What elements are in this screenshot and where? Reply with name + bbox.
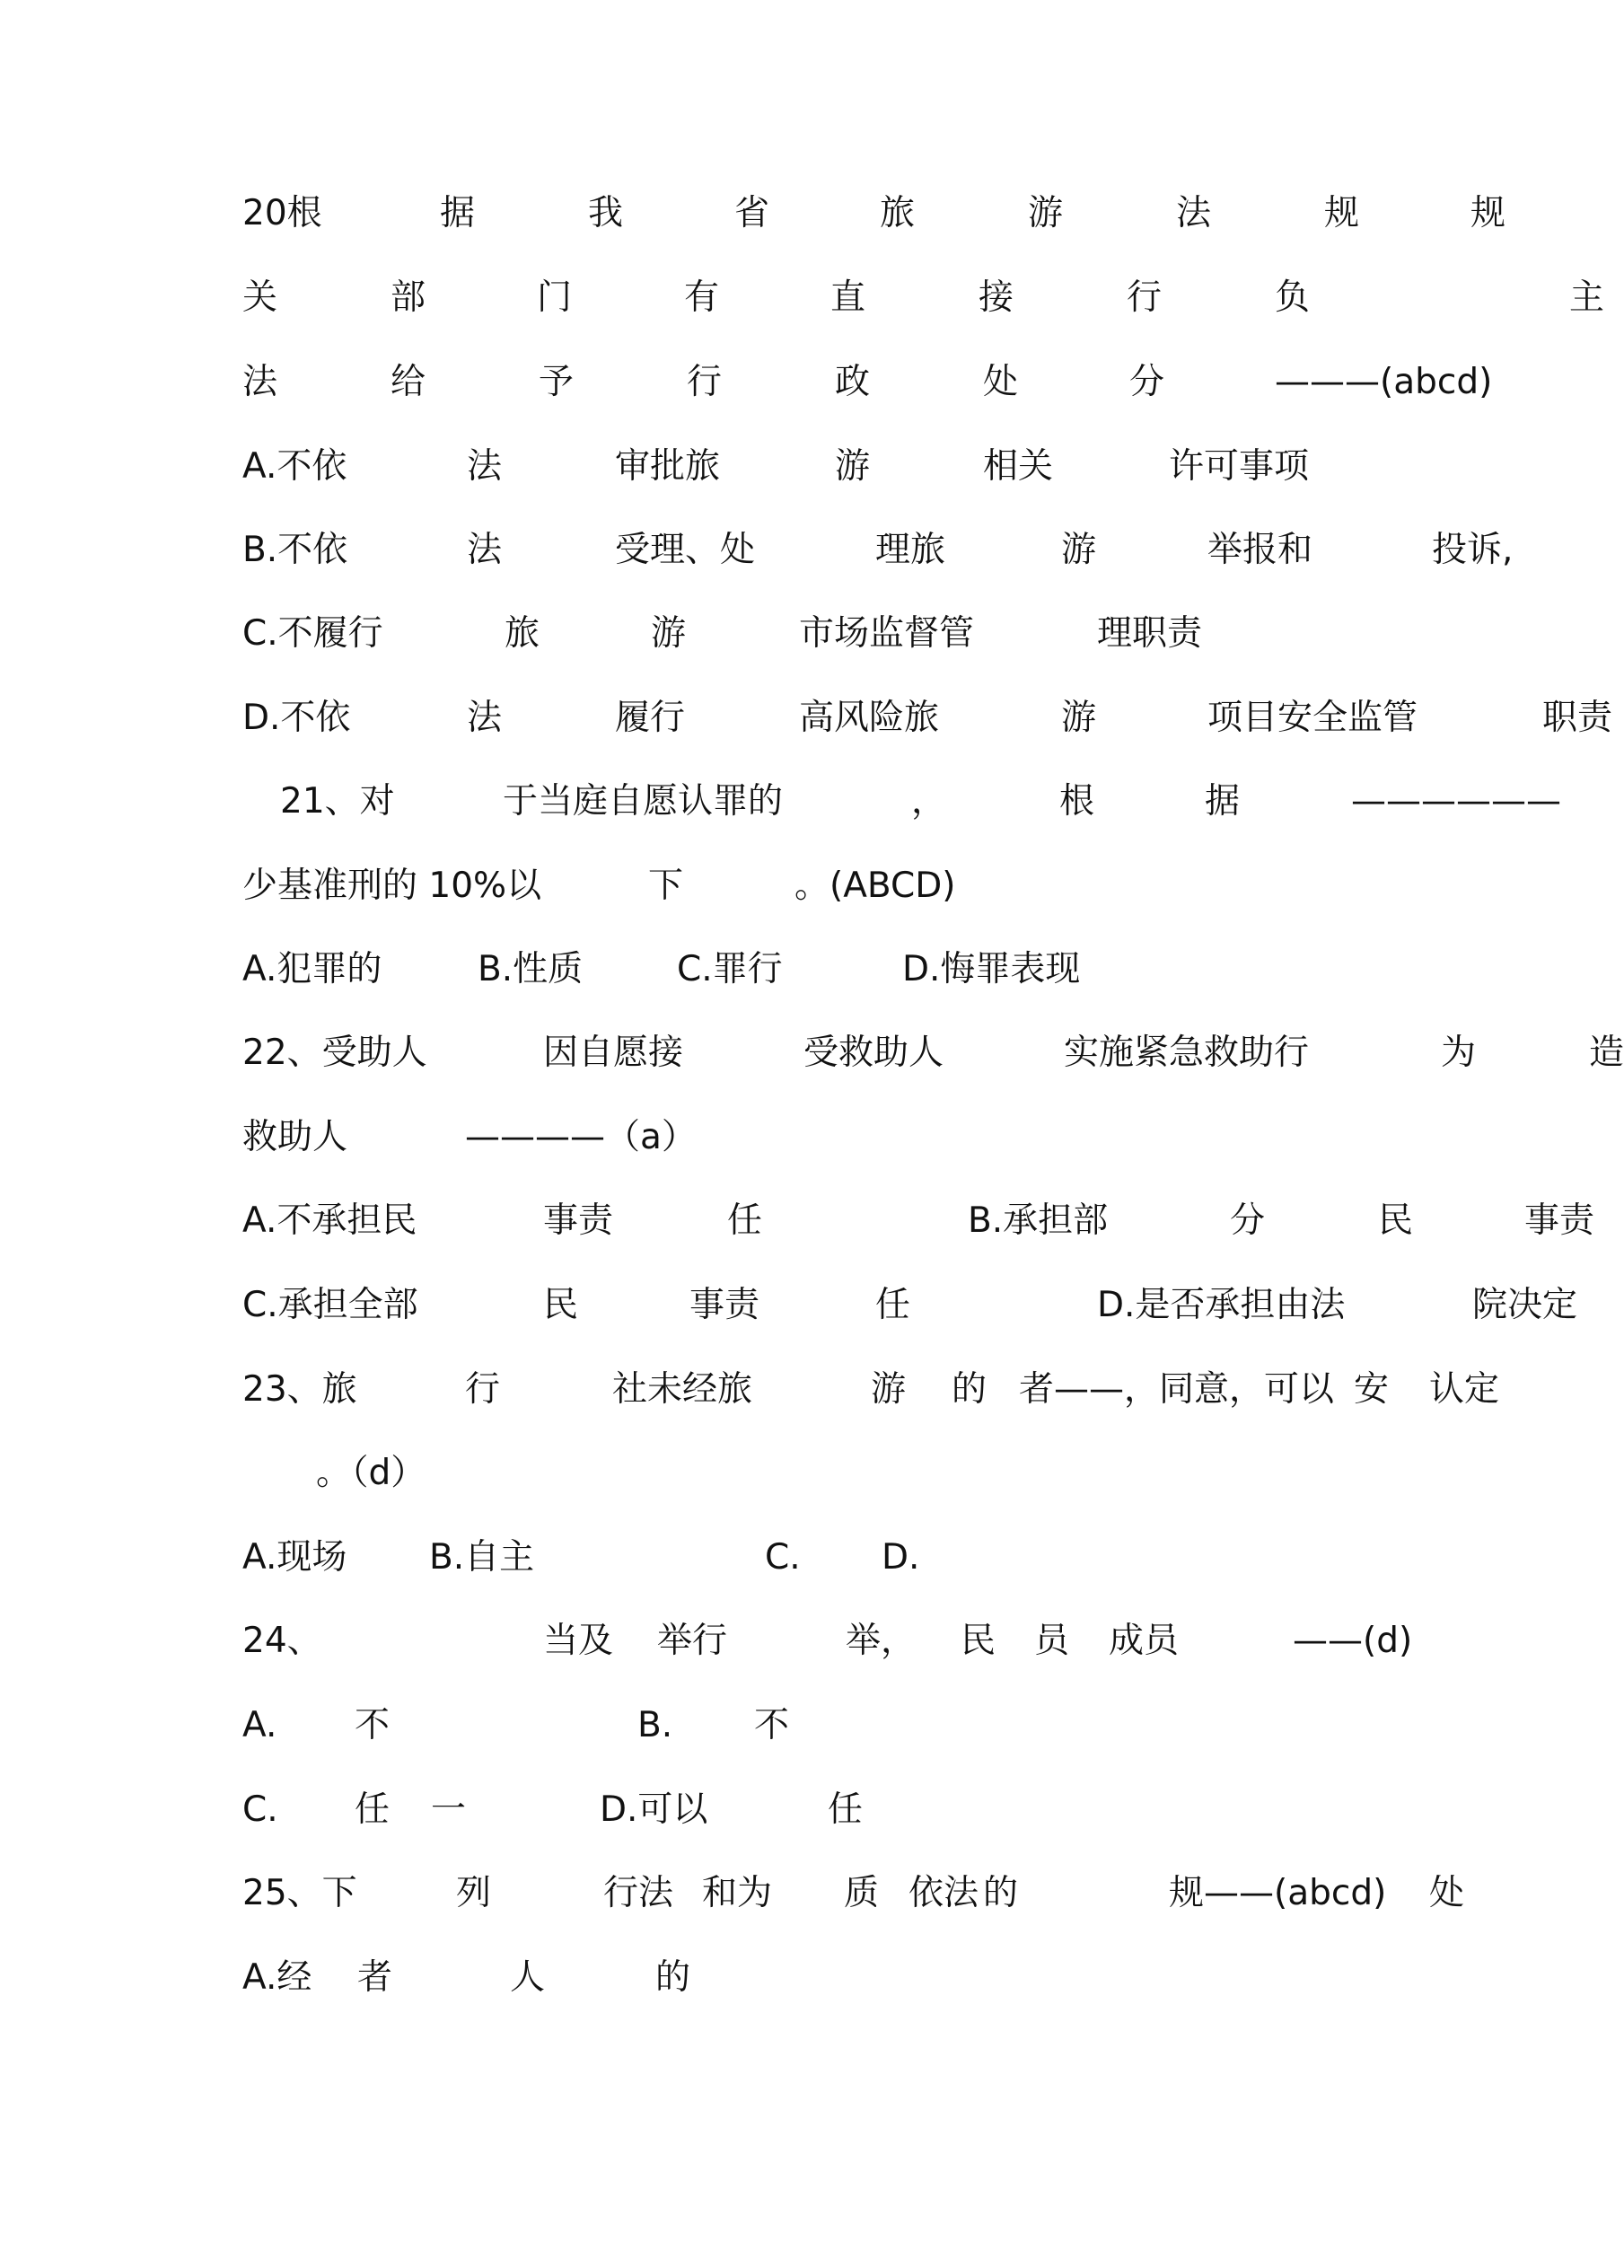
text-segment: B.不依 (242, 530, 348, 570)
text-segment: 理旅 (875, 530, 946, 570)
text-segment: 受救助人 (803, 1033, 944, 1073)
question-25-line-1 (242, 1867, 1603, 1921)
text-segment: 部 (391, 277, 426, 318)
text-segment: 列 (456, 1873, 492, 1913)
text-segment: 人 (510, 1957, 546, 1998)
text-segment: 民 (543, 1285, 579, 1325)
text-segment: 行法 (603, 1873, 674, 1913)
text-segment: 我 (588, 193, 624, 233)
text-segment: 少基准刑的 10%以 (242, 866, 542, 906)
text-segment: 处 (983, 362, 1019, 402)
text-segment: 游 (1028, 193, 1064, 233)
question-23-line-2 (242, 1446, 1603, 1500)
text-segment: 任 (727, 1200, 763, 1241)
text-segment: 任 (355, 1789, 391, 1830)
text-segment: 20根 (242, 193, 322, 233)
text-segment: 于当庭自愿认罪的 (503, 781, 784, 822)
text-segment: D.不依 (242, 698, 351, 738)
text-segment: 举报和 (1207, 530, 1313, 570)
text-segment: 直 (830, 277, 866, 318)
text-segment: 的 (983, 1873, 1019, 1913)
question-23-options (242, 1531, 1603, 1585)
text-segment: 24、 (242, 1621, 322, 1661)
text-segment: A.现场 (242, 1537, 347, 1578)
text-segment: 任 (828, 1789, 864, 1830)
text-segment: A. (242, 1705, 277, 1745)
text-segment: 规 (1324, 193, 1360, 233)
text-segment: 法 (467, 446, 503, 487)
text-segment: 旅 (505, 613, 540, 654)
text-segment: 受理、处 (615, 530, 756, 570)
text-segment: 履行 (615, 698, 686, 738)
question-20-line-2 (242, 271, 1603, 325)
text-segment: 行 (1127, 277, 1163, 318)
text-segment: 高风险旅 (799, 698, 940, 738)
question-22-line-1 (242, 1026, 1624, 1080)
question-21-line-1 (242, 775, 1603, 829)
text-segment: 给 (391, 362, 426, 402)
text-segment: 不 (355, 1705, 391, 1745)
text-segment: 认定 (1429, 1369, 1500, 1410)
text-segment: 游 (1061, 698, 1097, 738)
text-segment: 行 (687, 362, 723, 402)
text-segment: 处 (1429, 1873, 1465, 1913)
text-segment: 法 (242, 362, 278, 402)
text-segment: 游 (651, 613, 687, 654)
question-23-line-1 (242, 1363, 1603, 1417)
option-d-line (242, 691, 1613, 745)
text-segment: 院决定 (1472, 1285, 1578, 1325)
text-segment: 据 (1205, 781, 1241, 822)
question-22-options-cd (242, 1279, 1603, 1332)
question-21-line-2 (242, 859, 1603, 913)
text-segment: 民 (1378, 1200, 1414, 1241)
text-segment: 法 (467, 698, 503, 738)
text-segment: D.悔罪表现 (902, 949, 1081, 989)
text-segment: 有 (684, 277, 720, 318)
text-segment: 社未经旅 (612, 1369, 753, 1410)
text-segment: 游 (835, 446, 871, 487)
text-segment: C.承担全部 (242, 1285, 418, 1325)
text-segment: A.不承担民 (242, 1200, 417, 1241)
question-25-options (242, 1951, 1603, 2005)
text-segment: A.经 (242, 1957, 312, 1998)
text-segment: —————— (1351, 781, 1561, 822)
text-segment: 相关 (983, 446, 1054, 487)
question-24-options-ab (242, 1699, 1603, 1753)
text-segment: 法 (467, 530, 503, 570)
text-segment: 下 (648, 866, 684, 906)
text-segment: 行 (465, 1369, 501, 1410)
text-segment: 旅 (880, 193, 916, 233)
text-segment: 事责 (543, 1200, 614, 1241)
text-segment: A.犯罪的 (242, 949, 382, 989)
text-segment: 造 (1589, 1033, 1624, 1073)
question-22-options-ab (242, 1194, 1603, 1248)
text-segment: 据 (440, 193, 476, 233)
text-segment: 负 (1275, 277, 1311, 318)
text-segment: 分 (1230, 1200, 1266, 1241)
text-segment: 当及 (543, 1621, 614, 1661)
text-segment: B. (637, 1705, 673, 1745)
text-segment: C. (765, 1537, 801, 1578)
text-segment: 21、对 (280, 781, 395, 822)
question-24-line-1 (242, 1614, 1603, 1668)
text-segment: 成员 (1109, 1621, 1180, 1661)
text-segment: C.罪行 (677, 949, 783, 989)
text-segment: 法 (1176, 193, 1212, 233)
text-segment: 事责 (689, 1285, 760, 1325)
question-22-line-2 (242, 1111, 1603, 1165)
text-segment: 25、下 (242, 1873, 357, 1913)
text-segment: 质 (844, 1873, 880, 1913)
text-segment: 不 (754, 1705, 790, 1745)
text-segment: 22、受助人 (242, 1033, 427, 1073)
text-segment: 职责 (1542, 698, 1613, 738)
text-segment: C.不履行 (242, 613, 383, 654)
question-24-options-cd (242, 1783, 1603, 1837)
text-segment: B.承担部 (968, 1200, 1109, 1241)
answer-key: ——(d) (1293, 1621, 1413, 1661)
text-segment: 规 (1470, 193, 1506, 233)
text-segment: D.是否承担由法 (1097, 1285, 1346, 1325)
text-segment: 市场监督管 (799, 613, 975, 654)
text-segment: 实施紧急救助行 (1064, 1033, 1310, 1073)
text-segment: 政 (835, 362, 871, 402)
text-segment: 事责 (1524, 1200, 1595, 1241)
text-segment: 予 (539, 362, 575, 402)
text-segment: 根 (1059, 781, 1095, 822)
text-segment: 者——，同意，可以 (1019, 1369, 1335, 1410)
text-segment: 门 (537, 277, 573, 318)
text-segment: 关 (242, 277, 278, 318)
text-segment: B.自主 (429, 1537, 535, 1578)
text-segment: 投诉, (1432, 530, 1514, 570)
answer-key: 。（d） (316, 1453, 426, 1493)
text-segment: B.性质 (478, 949, 584, 989)
text-segment: 依法 (909, 1873, 979, 1913)
text-segment: 民 (961, 1621, 996, 1661)
text-segment: 理职责 (1097, 613, 1203, 654)
question-20-line-1 (242, 187, 1603, 241)
answer-key: ———(abcd) (1275, 362, 1493, 402)
text-segment: 员 (1034, 1621, 1070, 1661)
text-segment: 因自愿接 (543, 1033, 684, 1073)
text-segment: 任 (875, 1285, 911, 1325)
answer-key: 。(ABCD) (794, 866, 956, 906)
text-segment: 游 (871, 1369, 907, 1410)
text-segment: 项目安全监管 (1207, 698, 1418, 738)
option-a-line (242, 440, 1603, 494)
text-segment: 举行 (657, 1621, 728, 1661)
text-segment: 为 (1441, 1033, 1477, 1073)
text-segment: 者 (357, 1957, 393, 1998)
text-segment: D.可以 (600, 1789, 708, 1830)
text-segment: 分 (1129, 362, 1165, 402)
text-segment: 23、旅 (242, 1369, 357, 1410)
text-segment: D. (882, 1537, 920, 1578)
text-segment: 主 (1569, 277, 1605, 318)
text-segment: A.不依 (242, 446, 347, 487)
text-segment: 审批旅 (615, 446, 721, 487)
question-20-line-3 (242, 356, 1603, 409)
question-21-options-line (242, 943, 1603, 997)
text-segment: 游 (1061, 530, 1097, 570)
text-segment: 接 (979, 277, 1014, 318)
text-segment: 救助人 (242, 1117, 348, 1157)
text-segment: C. (242, 1789, 278, 1830)
answer-key: ————（a） (465, 1117, 697, 1157)
text-segment: 举， (846, 1621, 917, 1661)
text-segment: 的 (952, 1369, 988, 1410)
text-segment: 省 (734, 193, 770, 233)
answer-key: 规——(abcd) (1169, 1873, 1387, 1913)
option-b-line (242, 523, 1603, 577)
text-segment: 一 (431, 1789, 467, 1830)
text-segment: ， (911, 781, 947, 822)
text-segment: 许可事项 (1169, 446, 1310, 487)
text-segment: 和为 (702, 1873, 773, 1913)
text-segment: 安 (1354, 1369, 1390, 1410)
option-c-line (242, 607, 1603, 661)
text-segment: 的 (655, 1957, 691, 1998)
